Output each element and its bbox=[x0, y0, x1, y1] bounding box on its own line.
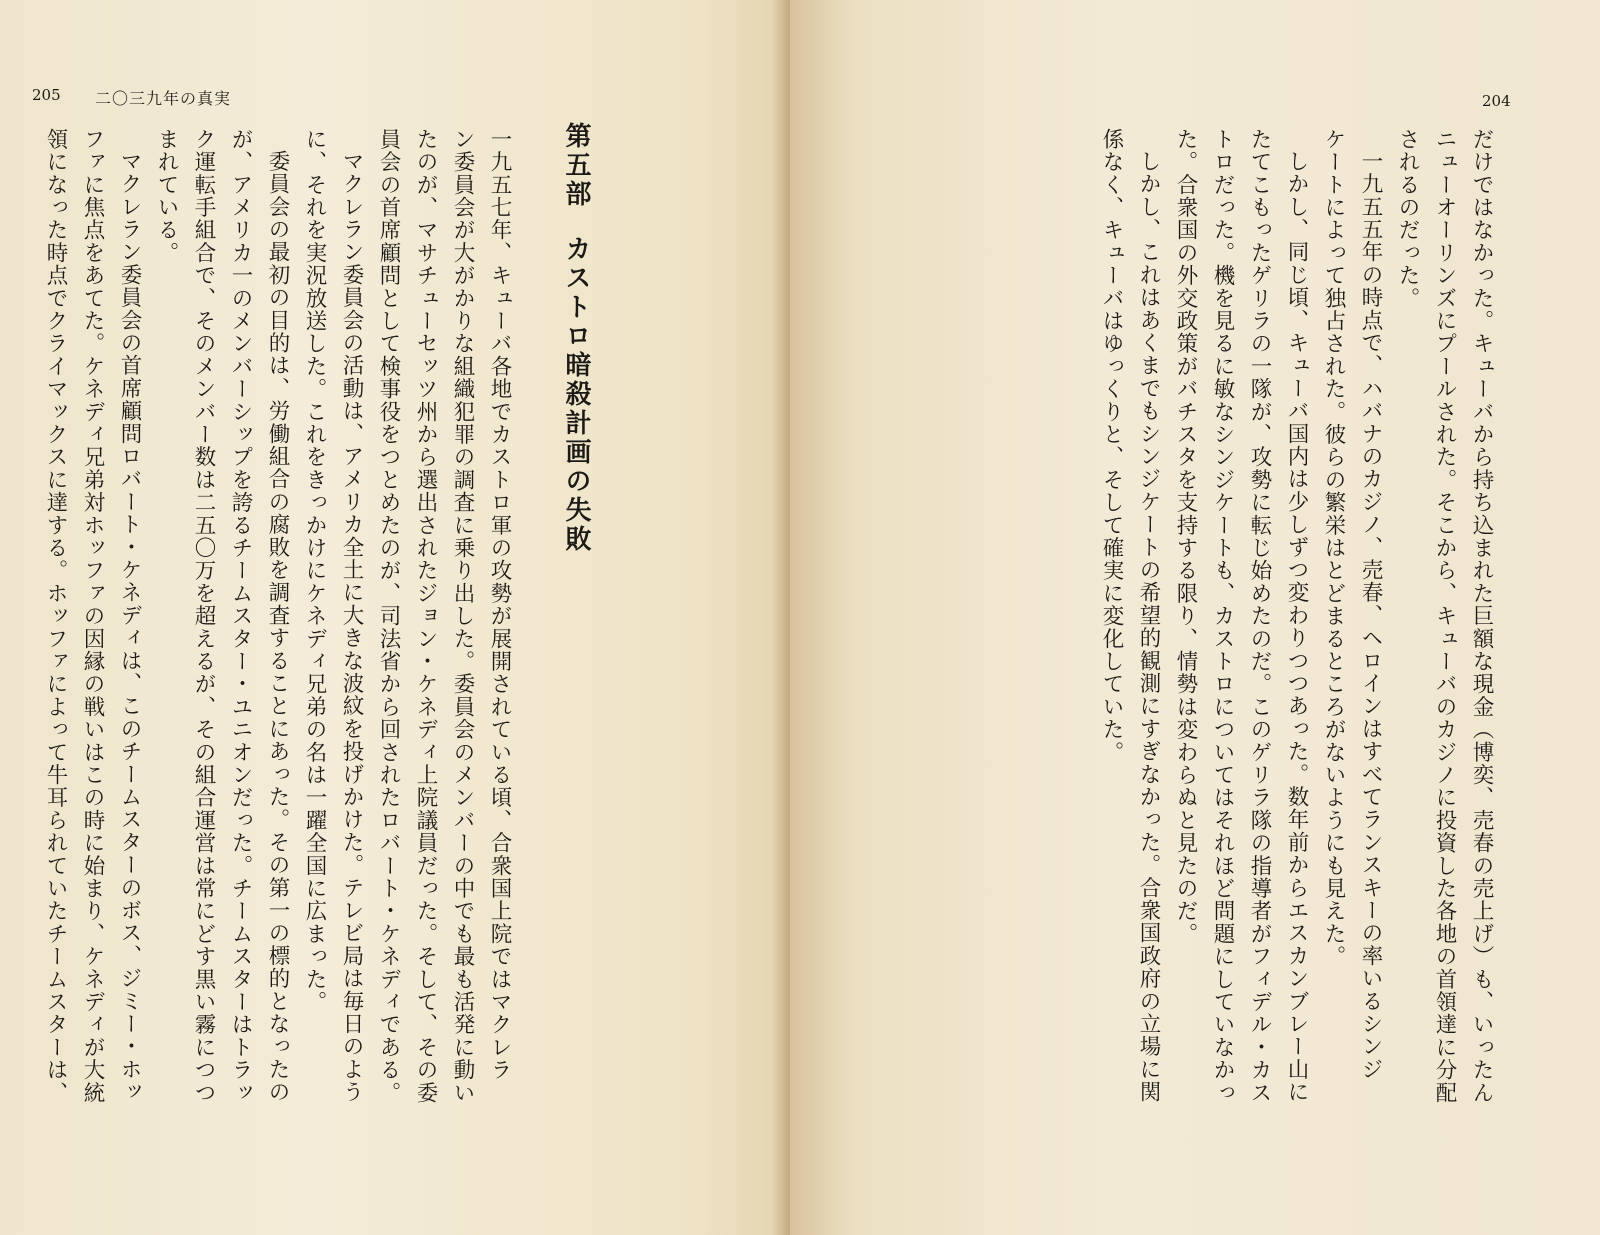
text-line: に、それを実況放送した。これをきっかけにケネディ兄弟の名は一躍全国に広まった。 bbox=[302, 128, 327, 1014]
text-line: 領になった時点でクライマックスに達する。ホッファによって牛耳られていたチームスターは、 bbox=[43, 128, 68, 1105]
text-line: マクレラン委員会の首席顧問ロバート・ケネディは、このチームスターのボス、ジミー・ホッ bbox=[117, 150, 142, 1104]
text-line: たてこもったゲリラの一隊が、攻勢に転じ始めたのだ。このゲリラ隊の指導者がフィデル・カス bbox=[1247, 128, 1272, 1105]
text-line: まれている。 bbox=[154, 128, 179, 265]
chapter-heading bbox=[558, 122, 595, 554]
page-number-left: 205 bbox=[32, 86, 61, 104]
text-line: 係なく、キューバはゆっくりと、そして確実に変化していた。 bbox=[1099, 128, 1124, 764]
page-number-right: 204 bbox=[1482, 92, 1511, 110]
right-body-text bbox=[1093, 128, 1500, 1178]
text-line: ン委員会が大がかりな組織犯罪の調査に乗り出した。委員会のメンバーの中でも最も活発に動い bbox=[450, 128, 475, 1105]
text-line: が、アメリカ一のメンバーシップを誇るチームスター・ユニオンだった。チームスターはトラッ bbox=[228, 128, 253, 1105]
heading-part: 第五部 bbox=[561, 122, 591, 209]
text-line: トロだった。機を見るに敏なシンジケートも、カストロについてはそれほど問題にしていなかっ bbox=[1210, 128, 1235, 1105]
text-line: だけではなかった。キューバから持ち込まれた巨額な現金（博奕、売春の売上げ）も、いったん bbox=[1469, 128, 1494, 1105]
running-head: 二〇三九年の真実 bbox=[95, 89, 232, 108]
text-line: ニューオーリンズにプールされた。そこから、キューバのカジノに投資した各地の首領達に分配 bbox=[1432, 128, 1457, 1105]
text-line: ク運転手組合で、そのメンバー数は二五〇万を超えるが、その組合運営は常にどす黒い霧につつ bbox=[191, 128, 216, 1105]
text-line: たのが、マサチューセッツ州から選出されたジョン・ケネディ上院議員だった。そして、その委 bbox=[413, 128, 438, 1105]
text-line: されるのだった。 bbox=[1395, 128, 1420, 310]
text-line: 員会の首席顧問として検事役をつとめたのが、司法省から回されたロバート・ケネディである。 bbox=[376, 128, 401, 1105]
text-line: マクレラン委員会の活動は、アメリカ全土に大きな波紋を投げかけた。テレビ局は毎日のよう bbox=[339, 150, 364, 1104]
text-line: ケートによって独占された。彼らの繁栄はとどまるところがないようにも見えた。 bbox=[1321, 128, 1346, 968]
heading-title: カストロ暗殺計画の失敗 bbox=[561, 235, 591, 554]
text-line: 一九五五年の時点で、ハバナのカジノ、売春、ヘロインはすべてランスキーの率いるシンジ bbox=[1358, 150, 1383, 1081]
text-line: 一九五七年、キューバ各地でカストロ軍の攻勢が展開されている頃、合衆国上院ではマクレラ bbox=[487, 128, 512, 1082]
right-page bbox=[790, 0, 1600, 1235]
left-page bbox=[0, 0, 790, 1235]
text-line: 委員会の最初の目的は、労働組合の腐敗を調査することにあった。その第一の標的となったの bbox=[265, 150, 290, 1104]
text-line: ファに焦点をあてた。ケネディ兄弟対ホッファの因縁の戦いはこの時に始まり、ケネディが大統 bbox=[80, 128, 105, 1105]
text-line: しかし、これはあくまでもシンジケートの希望的観測にすぎなかった。合衆国政府の立場に関 bbox=[1136, 150, 1161, 1104]
text-line: た。合衆国の外交政策がバチスタを支持する限り、情勢は変わらぬと見たのだ。 bbox=[1173, 128, 1198, 946]
text-line: しかし、同じ頃、キューバ国内は少しずつ変わりつつあった。数年前からエスカンブレー山に bbox=[1284, 150, 1309, 1104]
left-body-text bbox=[37, 128, 518, 1178]
